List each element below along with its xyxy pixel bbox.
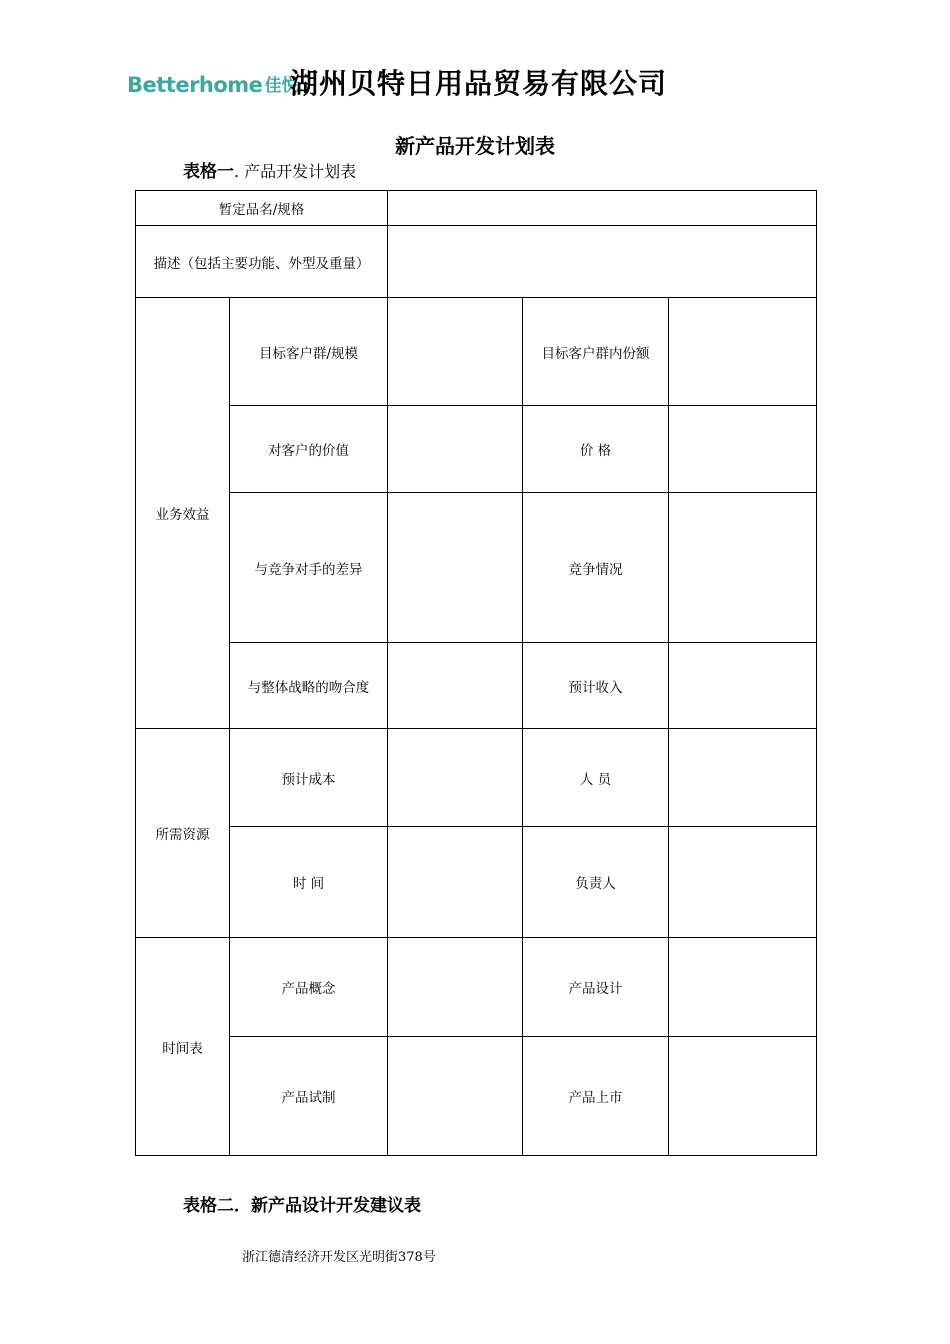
label-personnel: 人 员 xyxy=(523,729,669,827)
table1-caption-label: 表格一 xyxy=(183,162,234,182)
logo-text: Betterhome xyxy=(127,73,263,97)
label-expected-revenue: 预计收入 xyxy=(523,643,669,729)
field-description[interactable] xyxy=(388,226,817,298)
field-product-name[interactable] xyxy=(388,191,817,226)
field-product-trial[interactable] xyxy=(388,1037,523,1156)
table1-caption xyxy=(183,157,356,182)
label-product-design: 产品设计 xyxy=(523,938,669,1037)
field-product-concept[interactable] xyxy=(388,938,523,1037)
label-target-share: 目标客户群内份额 xyxy=(523,298,669,406)
group-required-resources: 所需资源 xyxy=(136,729,230,938)
field-competition[interactable] xyxy=(669,493,817,643)
label-product-concept: 产品概念 xyxy=(230,938,388,1037)
field-price[interactable] xyxy=(669,406,817,493)
company-logo xyxy=(127,70,298,98)
label-competition: 竞争情况 xyxy=(523,493,669,643)
table1-caption-text: . 产品开发计划表 xyxy=(234,162,357,181)
label-strategy-fit: 与整体战略的吻合度 xyxy=(230,643,388,729)
field-expected-revenue[interactable] xyxy=(669,643,817,729)
label-product-trial: 产品试制 xyxy=(230,1037,388,1156)
field-owner[interactable] xyxy=(669,827,817,938)
label-description: 描述（包括主要功能、外型及重量） xyxy=(136,226,388,298)
field-time[interactable] xyxy=(388,827,523,938)
label-customer-value: 对客户的价值 xyxy=(230,406,388,493)
document-title: 新产品开发计划表 xyxy=(395,134,555,158)
label-target-customer: 目标客户群/规模 xyxy=(230,298,388,406)
table2-caption: 表格二．新产品设计开发建议表 xyxy=(183,1196,421,1216)
logo-cn-text: 佳悦 xyxy=(264,76,299,96)
field-product-design[interactable] xyxy=(669,938,817,1037)
label-expected-cost: 预计成本 xyxy=(230,729,388,827)
label-product-name: 暂定品名/规格 xyxy=(136,191,388,226)
product-plan-table xyxy=(135,190,817,1156)
label-product-launch: 产品上市 xyxy=(523,1037,669,1156)
company-name: 湖州贝特日用品贸易有限公司 xyxy=(290,67,668,100)
field-competitor-diff[interactable] xyxy=(388,493,523,643)
field-product-launch[interactable] xyxy=(669,1037,817,1156)
field-customer-value[interactable] xyxy=(388,406,523,493)
label-price: 价 格 xyxy=(523,406,669,493)
field-target-share[interactable] xyxy=(669,298,817,406)
field-target-customer[interactable] xyxy=(388,298,523,406)
footer-address: 浙江德清经济开发区光明街378号 xyxy=(242,1250,436,1265)
label-competitor-diff: 与竞争对手的差异 xyxy=(230,493,388,643)
group-business-benefits: 业务效益 xyxy=(136,298,230,729)
group-schedule: 时间表 xyxy=(136,938,230,1156)
field-expected-cost[interactable] xyxy=(388,729,523,827)
field-strategy-fit[interactable] xyxy=(388,643,523,729)
label-owner: 负责人 xyxy=(523,827,669,938)
label-time: 时 间 xyxy=(230,827,388,938)
field-personnel[interactable] xyxy=(669,729,817,827)
